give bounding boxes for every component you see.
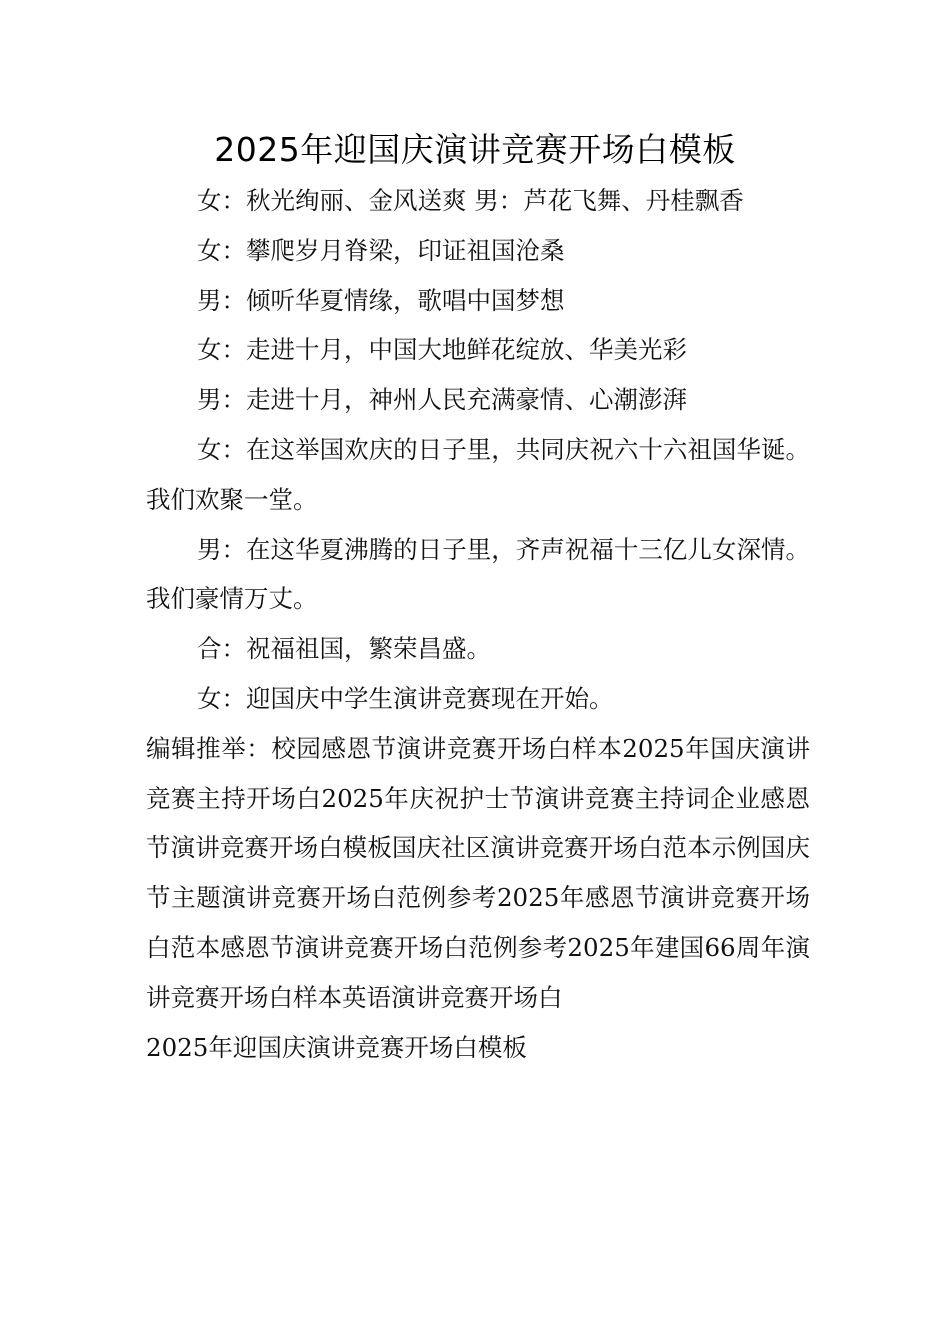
dialogue-line: 男：倾听华夏情缘，歌唱中国梦想 bbox=[197, 285, 565, 315]
dialogue-line: 男：在这华夏沸腾的日子里，齐声祝福十三亿儿女深情。我们豪情万丈。 bbox=[146, 534, 810, 614]
document-title: 2025年迎国庆演讲竞赛开场白模板 bbox=[214, 130, 736, 169]
dialogue-line: 女：走进十月，中国大地鲜花绽放、华美光彩 bbox=[197, 335, 687, 365]
dialogue-line: 女：在这举国欢庆的日子里，共同庆祝六十六祖国华诞。我们欢聚一堂。 bbox=[146, 434, 810, 514]
recommended-list: 编辑推举：校园感恩节演讲竞赛开场白样本2025年国庆演讲竞赛主持开场白2025年庆祝护士节演讲竞赛主持词企业感恩节演讲竞赛开场白模板国庆社区演讲竞赛开场白范本示例国庆节主题演讲竞赛开场白范例参考2025年感恩节演讲竞赛开场白范本感恩节演讲竞赛开场白范例参考2025年建国66周年演讲竞赛开场白样本英语演讲竞赛开场白 bbox=[146, 733, 810, 1012]
dialogue-line: 女：秋光绚丽、金风送爽 男：芦花飞舞、丹桂飘香 bbox=[197, 186, 744, 215]
dialogue-line: 男：走进十月，神州人民充满豪情、心潮澎湃 bbox=[197, 385, 687, 415]
dialogue-line: 女：攀爬岁月脊梁，印证祖国沧桑 bbox=[197, 235, 565, 265]
footer-title: 2025年迎国庆演讲竞赛开场白模板 bbox=[146, 1032, 527, 1062]
dialogue-line: 女：迎国庆中学生演讲竞赛现在开始。 bbox=[197, 683, 614, 713]
document-body bbox=[146, 176, 810, 1072]
dialogue-line: 合：祝福祖国，繁荣昌盛。 bbox=[197, 634, 491, 664]
